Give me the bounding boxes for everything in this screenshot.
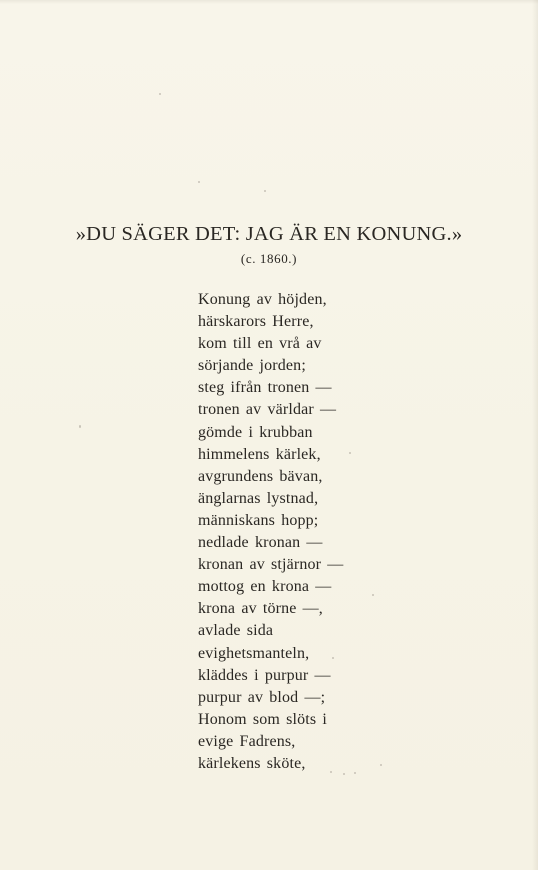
poem-line: Honom som slöts i [198, 710, 328, 728]
poem-title: »DU SÄGER DET: JAG ÄR EN KONUNG.» [75, 223, 463, 245]
poem-line: avlade sida [198, 622, 274, 640]
poem-line: härskarors Herre, [198, 313, 314, 331]
poem-line: mottog en krona — [198, 578, 332, 596]
paper-speck [79, 425, 81, 428]
page-top-shadow [0, 0, 538, 4]
paper-speck [264, 190, 266, 192]
poem-line: människans hopp; [198, 511, 319, 529]
poem-line: evighetsmanteln, [198, 644, 310, 662]
poem-line: nedlade kronan — [198, 534, 323, 552]
paper-speck [159, 93, 161, 95]
poem-line: kläddes i purpur — [198, 666, 331, 684]
poem-line: kom till en vrå av [198, 335, 322, 353]
poem-body [198, 289, 418, 775]
poem-line: kronan av stjärnor — [198, 556, 344, 574]
paper-speck [198, 181, 200, 183]
page-edge-shadow [532, 0, 538, 870]
poem-line: evige Fadrens, [198, 732, 296, 750]
poem-line: kärlekens sköte, [198, 754, 306, 772]
poem-line: purpur av blod —; [198, 688, 326, 706]
poem-line: sörjande jorden; [198, 357, 306, 375]
poem-line: krona av törne —, [198, 600, 323, 618]
poem-line: himmelens kärlek, [198, 445, 321, 463]
poem-date: (c. 1860.) [240, 251, 298, 266]
poem-line: steg ifrån tronen — [198, 379, 332, 397]
poem-line: tronen av världar — [198, 401, 337, 419]
poem-line: avgrundens bävan, [198, 467, 323, 485]
poem-line: gömde i krubban [198, 423, 313, 441]
poem-line: änglarnas lystnad, [198, 489, 319, 507]
poem-line: Konung av höjden, [198, 291, 327, 308]
